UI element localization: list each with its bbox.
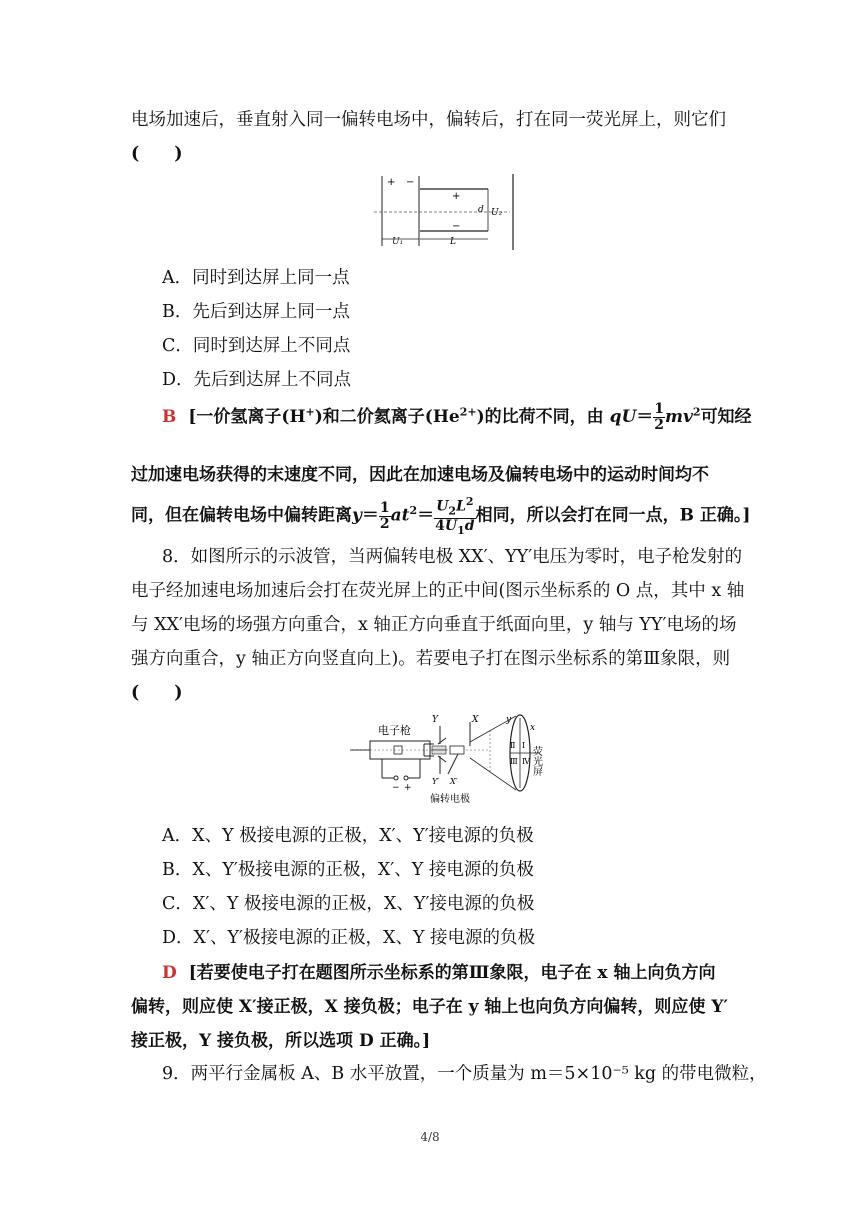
q8-fig-gun-label: 电子枪 — [378, 724, 411, 737]
q7-explanation-line3: 同，但在偏转电场中偏转距离y＝ $\frac{1}{2}$ $at^2=$ $\frac{U_2L^2}{4U_1d}$ 相同，所以会打在同一点，B 正确。] — [131, 495, 751, 538]
q7-expl-1d: 可知经 — [700, 407, 752, 427]
q7-option-c: C．同时到达屏上不同点 — [162, 336, 351, 356]
q8-stem-line3: 与 XX′电场的场强方向重合，x 轴正方向垂直于纸面向里，y 轴与 YY′电场的场 — [131, 615, 737, 635]
q7-expl-1c: )的比荷不同，由 — [476, 407, 604, 427]
q7-expl-3a: 同，但在偏转电场中偏转距离 — [131, 505, 352, 526]
q7-fig-plus-plate: + — [452, 191, 461, 202]
q7-option-d: D．先后到达屏上不同点 — [162, 370, 352, 390]
q7-fig-minus-plate: − — [452, 221, 461, 232]
q7-option-a: A．同时到达屏上同一点 — [162, 268, 350, 288]
q7-option-b: B．先后到达屏上同一点 — [162, 302, 350, 322]
q7-fig-l: L — [450, 237, 456, 247]
q7-blank: ( ) — [131, 144, 183, 164]
q7-expl-3b: 相同，所以会打在同一点，B 正确。] — [475, 505, 751, 526]
q8-fig-quadrant-3: Ⅲ — [510, 757, 518, 766]
q7-stem-line1: 电场加速后，垂直射入同一偏转电场中，偏转后，打在同一荧光屏上，则它们 — [131, 110, 726, 130]
q8-fig-plus: + — [404, 783, 412, 793]
q8-fig-screen-label: 荧光屏 — [530, 746, 542, 776]
q7-expl-1b: )和二价氦离子(He — [314, 407, 460, 427]
q8-explanation-line1 — [162, 958, 715, 983]
q8-fig-quadrant-4: Ⅳ — [522, 757, 530, 766]
q8-fig-quadrant-1: Ⅰ — [522, 741, 526, 750]
q8-option-a: A．X、Y 极接电源的正极，X′、Y′接电源的负极 — [162, 826, 534, 846]
q8-fig-Xp: X′ — [450, 777, 458, 786]
q8-option-b: B．X、Y′极接电源的正极，X′、Y 接电源的负极 — [162, 860, 534, 880]
q8-fig-Yp: Y′ — [432, 777, 440, 786]
q7-explanation-line1: B [一价氢离子(H+)和二价氦离子$(He^{2+})$的比荷不同，由 qU＝ $\frac{1}{2}$ $mv^2$可知经 — [162, 401, 752, 433]
q8-answer: D — [162, 963, 177, 983]
q8-oscilloscope-figure — [350, 708, 580, 812]
q7-fig-u1: U₁ — [392, 237, 404, 247]
q7-fig-plus-left: + — [387, 177, 396, 188]
q8-blank: ( ) — [131, 683, 183, 703]
q8-fig-electrode-label: 偏转电极 — [430, 794, 470, 805]
q8-fig-minus: − — [392, 783, 400, 793]
q8-fig-Y: Y — [432, 715, 438, 725]
page-number: 4/8 — [420, 1130, 440, 1144]
q9-stem-line1: 9．两平行金属板 A、B 水平放置，一个质量为 m＝5×10⁻⁵ kg 的带电微粒， — [162, 1064, 767, 1084]
q8-fig-quadrant-2: Ⅱ — [510, 741, 516, 750]
q8-explanation-line2: 偏转，则应使 X′接正极，X 接负极；电子在 y 轴上也向负方向偏转，则应使 Y′ — [131, 997, 728, 1017]
q7-figure — [374, 172, 524, 252]
q8-stem-line1: 8．如图所示的示波管，当两偏转电极 XX′、YY′电压为零时，电子枪发射的 — [162, 547, 743, 567]
q8-option-d: D．X′、Y′极接电源的正极，X、Y 接电源的负极 — [162, 928, 536, 948]
q7-fig-u2: U₂ — [491, 208, 503, 218]
q8-fig-X: X — [472, 715, 479, 725]
q8-fig-axis-x: x — [530, 723, 536, 733]
q7-answer: B — [162, 407, 177, 427]
q8-stem-line4: 强方向重合，y 轴正方向竖直向上)。若要电子打在图示坐标系的第Ⅲ象限，则 — [131, 649, 731, 669]
q8-fig-axis-y: y — [506, 715, 512, 725]
q7-fig-d: d — [478, 205, 484, 215]
q7-fig-minus-left: − — [406, 177, 415, 188]
q7-expl-1a: [一价氢离子(H — [188, 407, 306, 427]
q7-explanation-line2: 过加速电场获得的末速度不同，因此在加速电场及偏转电场中的运动时间均不 — [131, 465, 709, 485]
q8-stem-line2: 电子经加速电场加速后会打在荧光屏上的正中间(图示坐标系的 O 点，其中 x 轴 — [131, 581, 745, 601]
q8-expl-1: [若要使电子打在题图所示坐标系的第Ⅲ象限，电子在 x 轴上向负方向 — [188, 963, 716, 983]
q8-option-c: C．X′、Y 极接电源的正极，X、Y′接电源的负极 — [162, 894, 535, 914]
q8-explanation-line3: 接正极，Y 接负极，所以选项 D 正确。] — [131, 1031, 431, 1051]
